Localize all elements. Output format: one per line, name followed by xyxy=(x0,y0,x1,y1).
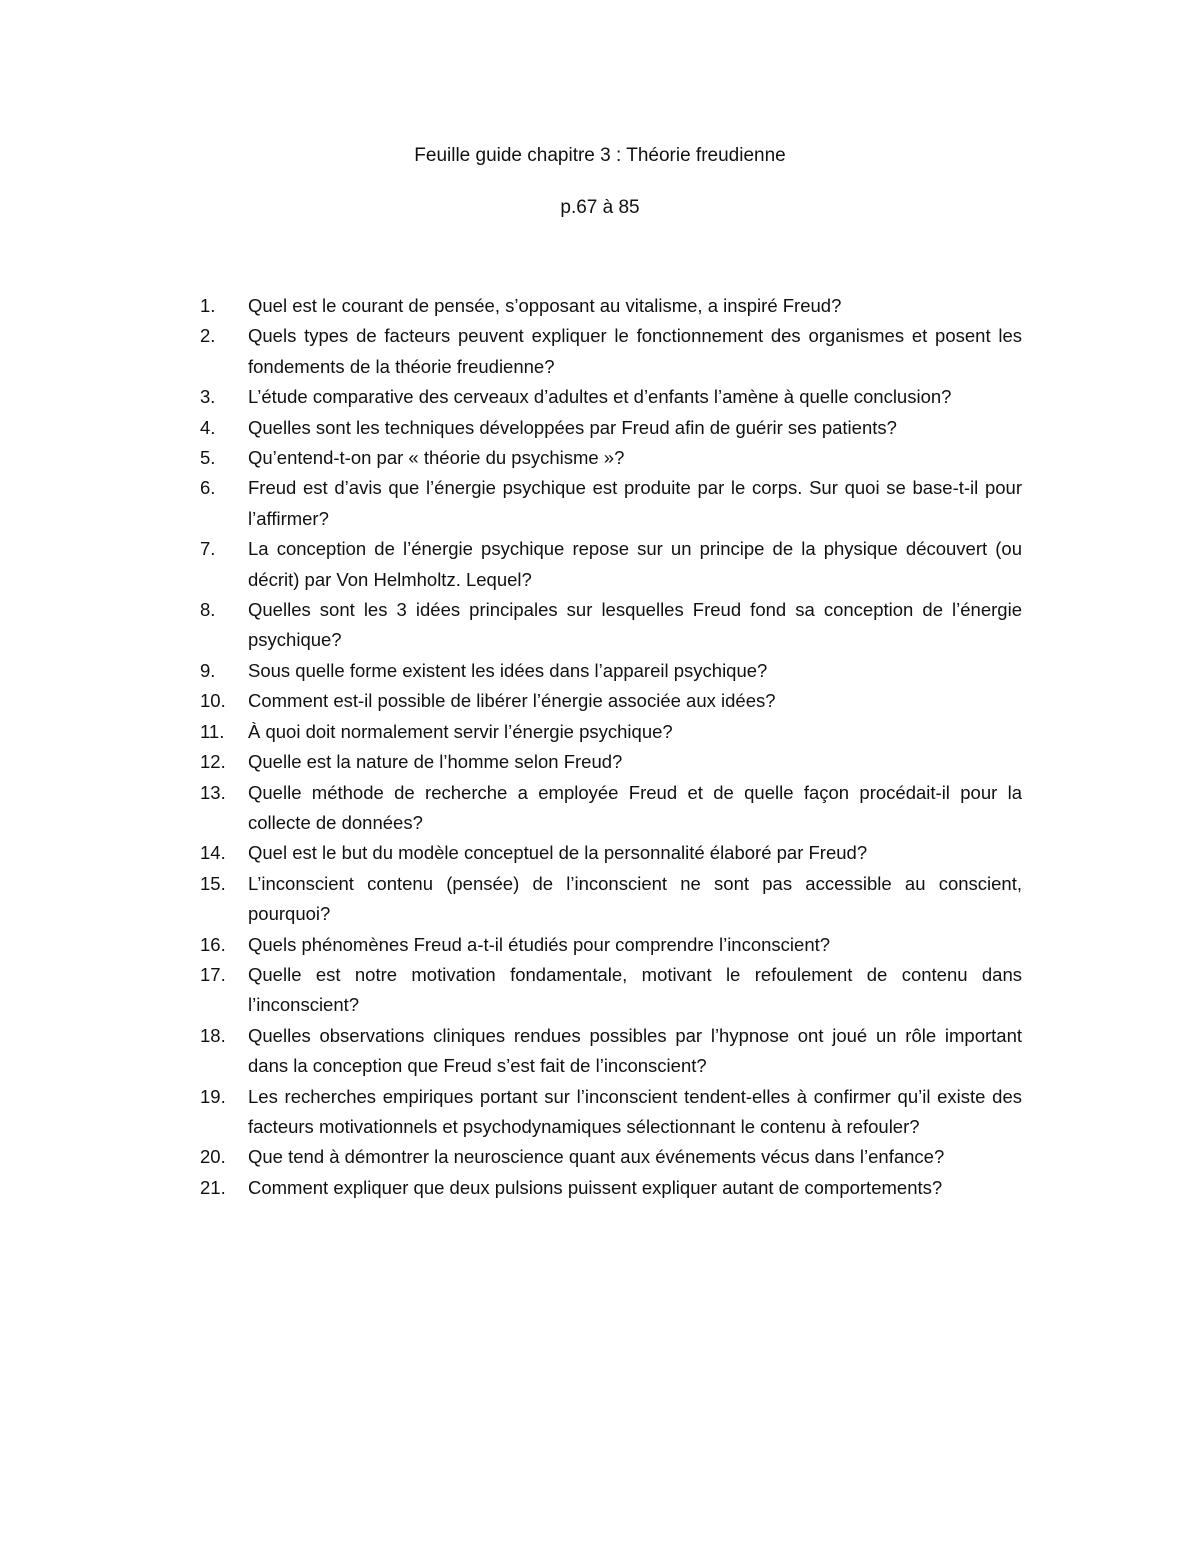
question-item xyxy=(200,382,1022,412)
question-text: Comment est-il possible de libérer l’énergie associée aux idées? xyxy=(248,690,776,712)
question-text: Quelles observations cliniques rendues possibles par l’hypnose ont joué un rôle important dans la conception que Freud s’est fait de l’inconscient? xyxy=(248,1024,1022,1077)
question-text: Quel est le but du modèle conceptuel de la personnalité élaboré par Freud? xyxy=(248,842,868,864)
question-text: Freud est d’avis que l’énergie psychique est produite par le corps. Sur quoi se base-t-il pour l’affirmer? xyxy=(248,477,1022,529)
question-text: L’inconscient contenu (pensée) de l’inconscient ne sont pas accessible au conscient, pourquoi? xyxy=(248,872,1022,925)
question-number: 7. xyxy=(200,538,216,560)
question-number: 11. xyxy=(200,720,225,742)
question-item xyxy=(200,413,1022,443)
question-text: Que tend à démontrer la neuroscience quant aux événements vécus dans l’enfance? xyxy=(248,1146,945,1168)
question-number: 15. xyxy=(200,872,226,894)
question-item xyxy=(200,930,1022,960)
question-text: Sous quelle forme existent les idées dans l’appareil psychique? xyxy=(248,659,768,681)
question-item xyxy=(200,869,1022,930)
question-item xyxy=(200,443,1022,473)
question-list xyxy=(200,291,1022,1203)
question-item xyxy=(200,1173,1022,1203)
question-text: Quels types de facteurs peuvent expliquer le fonctionnement des organismes et posent les fondements de la théorie freudienne? xyxy=(248,325,1022,377)
question-number: 10. xyxy=(200,690,226,712)
question-item xyxy=(200,960,1022,1021)
question-text: Comment expliquer que deux pulsions puissent expliquer autant de comportements? xyxy=(248,1176,943,1198)
question-item xyxy=(200,656,1022,686)
question-text: Quel est le courant de pensée, s’opposant au vitalisme, a inspiré Freud? xyxy=(248,295,842,316)
question-number: 21. xyxy=(200,1176,226,1198)
question-number: 3. xyxy=(200,386,216,408)
question-item xyxy=(200,1142,1022,1172)
question-text: La conception de l’énergie psychique repose sur un principe de la physique découvert (ou décrit) par Von Helmholtz. Lequel? xyxy=(248,538,1022,590)
question-item xyxy=(200,1082,1022,1143)
question-number: 5. xyxy=(200,447,216,469)
question-number: 2. xyxy=(200,325,216,347)
question-number: 6. xyxy=(200,477,216,499)
question-text: Qu’entend-t-on par « théorie du psychisme »? xyxy=(248,447,625,469)
question-text: Quelles sont les 3 idées principales sur lesquelles Freud fond sa conception de l’énergie psychique? xyxy=(248,599,1022,651)
question-number: 17. xyxy=(200,963,226,985)
question-number: 16. xyxy=(200,933,226,955)
question-item xyxy=(200,1021,1022,1082)
question-text: Quelle méthode de recherche a employée Freud et de quelle façon procédait-il pour la collecte de données? xyxy=(248,781,1022,833)
question-text: L’étude comparative des cerveaux d’adultes et d’enfants l’amène à quelle conclusion? xyxy=(248,386,952,408)
question-item xyxy=(200,717,1022,747)
question-item xyxy=(200,321,1022,382)
question-item xyxy=(200,595,1022,656)
question-number: 8. xyxy=(200,599,216,621)
question-item xyxy=(200,747,1022,777)
question-text: Quelle est la nature de l’homme selon Freud? xyxy=(248,751,623,773)
page-title: Feuille guide chapitre 3 : Théorie freudienne xyxy=(414,145,786,166)
question-item xyxy=(200,534,1022,595)
question-number: 18. xyxy=(200,1024,226,1046)
question-number: 14. xyxy=(200,842,226,864)
question-text: Quelles sont les techniques développées par Freud afin de guérir ses patients? xyxy=(248,416,897,438)
question-number: 13. xyxy=(200,781,226,803)
question-number: 12. xyxy=(200,751,226,773)
question-number: 4. xyxy=(200,416,216,438)
question-number: 19. xyxy=(200,1085,226,1107)
question-item xyxy=(200,838,1022,868)
question-text: À quoi doit normalement servir l’énergie psychique? xyxy=(248,720,673,742)
question-number: 20. xyxy=(200,1146,226,1168)
page-range: p.67 à 85 xyxy=(560,197,640,218)
question-item xyxy=(200,291,1022,321)
question-item xyxy=(200,778,1022,839)
question-number: 1. xyxy=(200,295,216,316)
question-text: Les recherches empiriques portant sur l’inconscient tendent-elles à confirmer qu’il existe des facteurs motivationnels et psychodynamiques sélectionnant le contenu à refouler? xyxy=(248,1085,1022,1137)
question-text: Quels phénomènes Freud a-t-il étudiés pour comprendre l’inconscient? xyxy=(248,933,831,955)
question-text: Quelle est notre motivation fondamentale, motivant le refoulement de contenu dans l’inconscient? xyxy=(248,963,1022,1016)
question-item xyxy=(200,473,1022,534)
question-item xyxy=(200,686,1022,716)
question-number: 9. xyxy=(200,659,216,681)
